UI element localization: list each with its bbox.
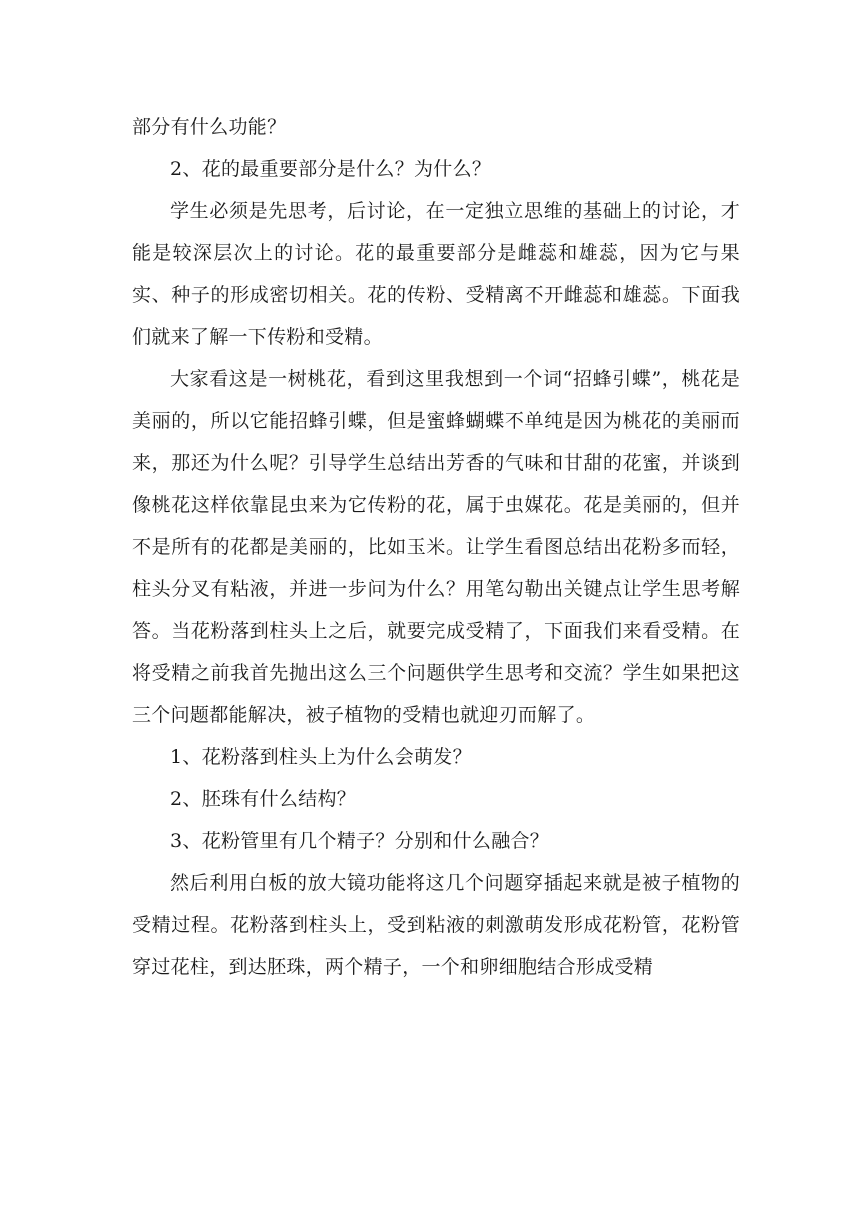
paragraph-question-2: 2、花的最重要部分是什么？为什么？ [170, 158, 492, 180]
document-body [132, 106, 740, 988]
paragraph-fertilization-process: 然后利用白板的放大镜功能将这几个问题穿插起来就是被子植物的受精过程。花粉落到柱头上，受到粘液的刺激萌发形成花粉管，花粉管穿过花柱，到达胚珠，两个精子，一个和卵细胞结合形成受精 [132, 872, 740, 978]
paragraph-continuation: 部分有什么功能？ [132, 116, 287, 138]
paragraph-list-item-3: 3、花粉管里有几个精子？分别和什么融合？ [170, 830, 550, 852]
paragraph-peach-blossom: 大家看这是一树桃花，看到这里我想到一个词“招蜂引蝶”，桃花是美丽的，所以它能招蜂引蝶，但是蜜蜂蝴蝶不单纯是因为桃花的美丽而来，那还为什么呢？引导学生总结出芳香的气味和甘甜的花蜜，并谈到像桃花这样依靠昆虫来为它传粉的花，属于虫媒花。花是美丽的，但并不是所有的花都是美丽的，比如玉米。让学生看图总结出花粉多而轻，柱头分叉有粘液，并进一步问为什么？用笔勾勒出关键点让学生思考解答。当花粉落到柱头上之后，就要完成受精了，下面我们来看受精。在将受精之前我首先抛出这么三个问题供学生思考和交流？学生如果把这三个问题都能解决，被子植物的受精也就迎刃而解了。 [132, 368, 740, 726]
paragraph-list-item-2: 2、胚珠有什么结构？ [170, 788, 357, 810]
paragraph-discussion: 学生必须是先思考，后讨论，在一定独立思维的基础上的讨论，才能是较深层次上的讨论。花的最重要部分是雌蕊和雄蕊，因为它与果实、种子的形成密切相关。花的传粉、受精离不开雌蕊和雄蕊。下面我们就来了解一下传粉和受精。 [132, 200, 740, 348]
paragraph-list-item-1: 1、花粉落到柱头上为什么会萌发？ [170, 746, 472, 768]
